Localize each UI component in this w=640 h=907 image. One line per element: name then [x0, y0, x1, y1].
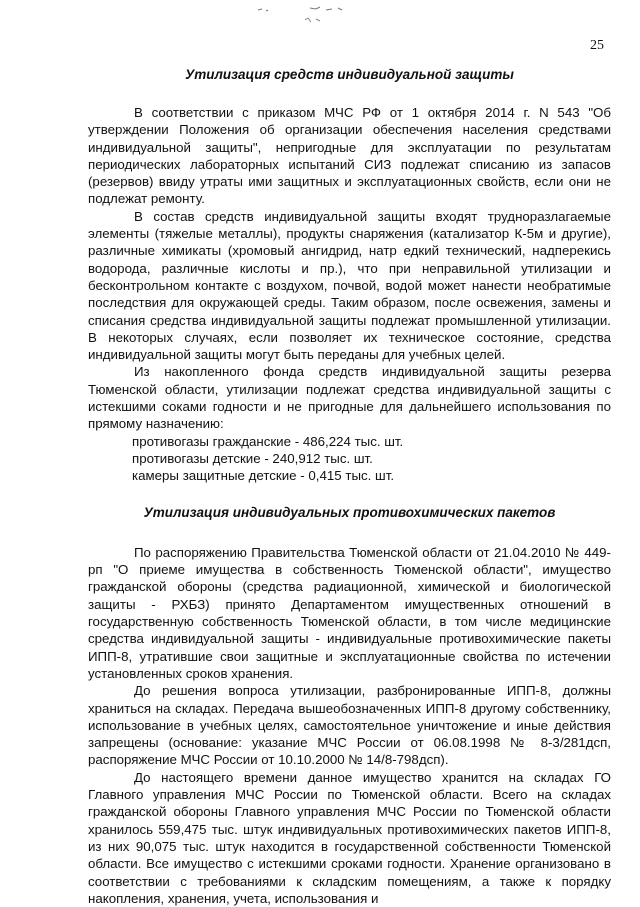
section-title-ipp-disposal: Утилизация индивидуальных противохимических пакетов [143, 504, 556, 520]
paragraph: До настоящего времени данное имущество хранится на складах ГО Главного управления МЧС России по Тюменской области. Всего на складах гражданской обороны Главного управления МЧС России по Тюменской области хранилось 559,475 тыс. штук индивидуальных противохимических пакетов ИПП-8, из них 90,075 тыс. штук находится в государственной собственности Тюменской области. Все имущество с истекшими сроками годности. Хранение организовано в соответствии с требованиями к складским помещениям, а также к порядку накопления, хранения, учета, использования и [88, 769, 611, 906]
list-item: противогазы гражданские - 486,224 тыс. шт. [132, 433, 404, 449]
page-number: 25 [590, 38, 604, 53]
document-body [88, 66, 611, 907]
list-item: камеры защитные детские - 0,415 тыс. шт. [132, 468, 395, 484]
disposal-list [88, 433, 611, 485]
paragraph: Из накопленного фонда средств индивидуальной защиты резерва Тюменской области, утилизации подлежат средства индивидуальной защиты с истекшими соками годности и не пригодные для дальнейшего использования по прямому назначению: [88, 364, 611, 432]
paragraph: По распоряжению Правительства Тюменской области от 21.04.2010 № 449-рп "О приеме имущества в собственность Тюменской области", имущество гражданской обороны (средства радиационной, химической и биологической защиты - РХБЗ) принято Департаментом имущественных отношений в государственную собственность Тюменской области, в том числе медицинские средства индивидуальной защиты - индивидуальные противохимические пакеты ИПП-8, утратившие свои защитные и эксплуатационные свойства по истечении установленных сроков хранения. [88, 544, 611, 681]
paragraph: В соответствии с приказом МЧС РФ от 1 октября 2014 г. N 543 "Об утверждении Положения об организации обеспечения населения средствами индивидуальной защиты", непригодные для эксплуатации по результатам периодических лабораторных испытаний СИЗ подлежат списанию из запасов (резервов) ввиду утраты ими защитных и эксплуатационных свойств, если они не подлежат ремонту. [88, 105, 611, 207]
scan-artifact [250, 4, 370, 28]
list-item: противогазы детские - 240,912 тыс. шт. [132, 451, 373, 467]
paragraph: В состав средств индивидуальной защиты входят трудноразлагаемые элементы (тяжелые металлы), продукты снаряжения (катализатор К-5м и другие), различные химикаты (хромовый ангидрид, натр едкий технический, надперекись водорода, различные кислоты и пр.), что при неправильной утилизации и бесконтрольном контакте с воздухом, почвой, водой может нанести необратимые последствия для окружающей среды. Таким образом, после освежения, замены и списания средства индивидуальной защиты подлежат промышленной утилизации. В некоторых случаях, если позволяет их техническое состояние, средства индивидуальной защиты могут быть переданы для учебных целей. [88, 208, 611, 363]
section-title-ppe-disposal: Утилизация средств индивидуальной защиты [185, 67, 514, 82]
paragraph: До решения вопроса утилизации, разбронированные ИПП-8, должны храниться на складах. Передача вышеобозначенных ИПП-8 другому собственнику, использование в учебных целях, самостоятельное уничтожение и иные действия запрещены (основание: указание МЧС России от 06.08.1998 № 8-3/281дсп, распоряжение МЧС России от 10.10.2000 № 14/8-798дсп). [88, 683, 611, 768]
